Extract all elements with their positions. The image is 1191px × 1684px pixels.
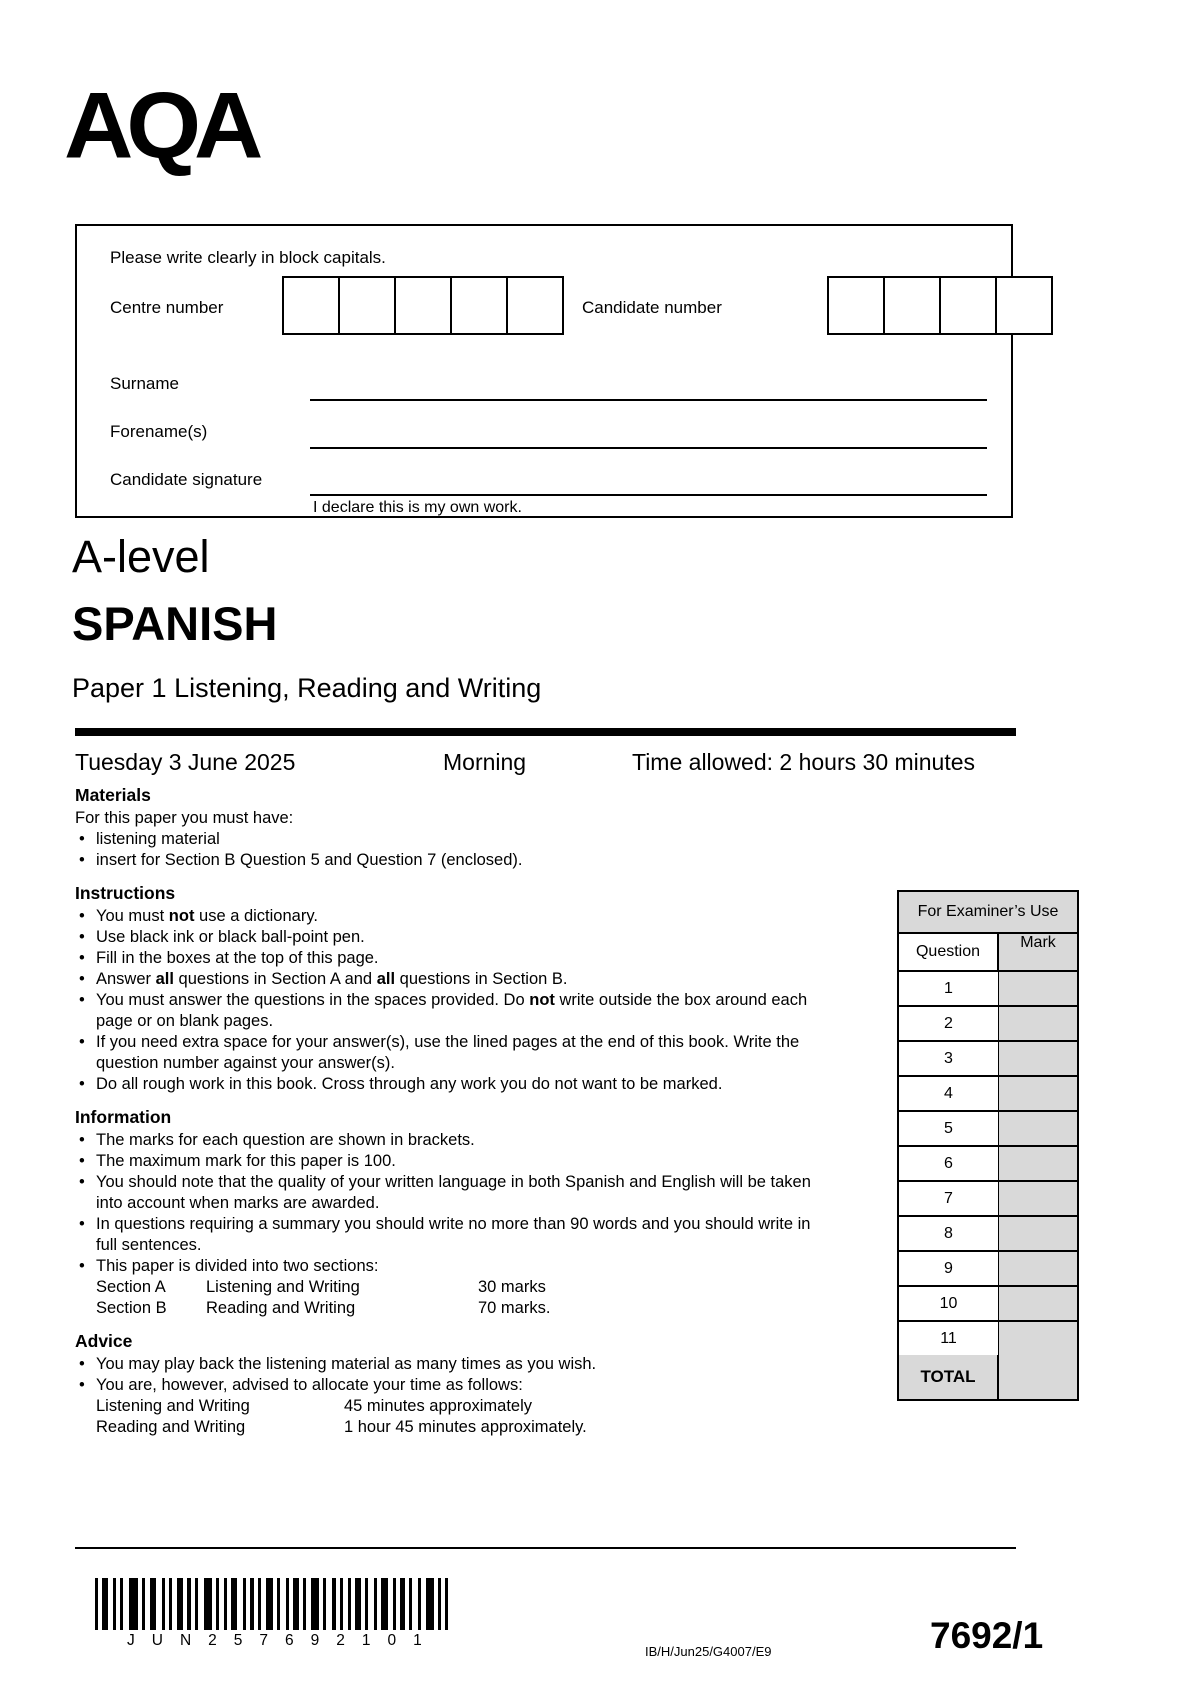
bullet-icon: • <box>79 1376 85 1394</box>
examiner-table-row <box>899 1147 1077 1182</box>
detail-cell: Reading and Writing <box>206 1299 356 1317</box>
detail-cell: 30 marks <box>478 1278 546 1296</box>
examiner-table-row <box>899 1112 1077 1147</box>
detail-cell: Section B <box>96 1299 167 1317</box>
paper-code: 7692/1 <box>930 1615 1044 1656</box>
bullet-text: If you need extra space for your answer(s), use the lined pages at the end of this book. Write the question number against your answer(s). <box>96 1033 800 1072</box>
examiner-table-title: For Examiner’s Use <box>899 892 1077 934</box>
detail-cell: Section A <box>96 1278 166 1296</box>
bullet-icon: • <box>79 830 85 848</box>
question-number-cell: 9 <box>899 1252 999 1285</box>
bullet-icon: • <box>79 1131 85 1149</box>
question-number-cell: 7 <box>899 1182 999 1215</box>
forenames-label: Forename(s) <box>110 422 208 441</box>
candidate-details-box <box>75 224 1013 518</box>
bullet-icon: • <box>79 991 85 1009</box>
detail-columns-row <box>75 1298 827 1319</box>
information-list <box>75 1130 827 1319</box>
barcode <box>95 1578 475 1650</box>
barcode-stripe <box>340 1578 343 1630</box>
mark-cell <box>999 1252 1077 1285</box>
bullet-item <box>75 1375 827 1396</box>
footer-divider-line <box>75 1547 1016 1549</box>
examiner-table-header-row <box>899 934 1077 972</box>
bullet-text: The marks for each question are shown in brackets. <box>96 1131 475 1149</box>
aqa-logo: AQA <box>64 73 257 178</box>
bullet-item <box>75 1074 827 1095</box>
bullet-text: The maximum mark for this paper is 100. <box>96 1152 396 1170</box>
barcode-bars <box>95 1578 467 1630</box>
question-number-cell: 10 <box>899 1287 999 1320</box>
barcode-stripe <box>169 1578 172 1630</box>
detail-columns-row <box>75 1417 827 1438</box>
barcode-stripe <box>293 1578 299 1630</box>
instructions-list <box>75 906 827 1095</box>
bullet-item <box>75 1354 827 1375</box>
barcode-stripe <box>266 1578 273 1630</box>
detail-cell: Reading and Writing <box>96 1418 246 1436</box>
bullet-text: insert for Section B Question 5 and Question 7 (enclosed). <box>96 851 523 869</box>
question-number-cell: 11 <box>899 1322 999 1355</box>
signature-field-line[interactable] <box>310 494 987 496</box>
barcode-stripe <box>393 1578 396 1630</box>
bullet-item <box>75 969 827 990</box>
barcode-stripe <box>204 1578 212 1630</box>
barcode-stripe <box>195 1578 198 1630</box>
detail-columns-row <box>75 1396 827 1417</box>
examiner-table-row <box>899 1077 1077 1112</box>
bullet-text: Use black ink or black ball-point pen. <box>96 928 365 946</box>
detail-cell: 1 hour 45 minutes approximately. <box>344 1418 587 1436</box>
total-label: TOTAL <box>899 1355 999 1399</box>
barcode-stripe <box>224 1578 227 1630</box>
entry-box[interactable] <box>450 276 508 335</box>
examiner-table <box>897 890 1079 1401</box>
barcode-stripe <box>250 1578 254 1630</box>
question-number-cell: 3 <box>899 1042 999 1075</box>
mark-cell <box>999 1147 1077 1180</box>
bullet-text: You may play back the listening material as many times as you wish. <box>96 1355 597 1373</box>
barcode-stripe <box>95 1578 98 1630</box>
exam-sitting: Morning <box>443 749 527 775</box>
bullet-text: You are, however, advised to allocate your time as follows: <box>96 1376 523 1394</box>
entry-box[interactable] <box>883 276 941 335</box>
subject-title: SPANISH <box>72 596 278 650</box>
detail-columns-row <box>75 1277 827 1298</box>
barcode-stripe <box>113 1578 116 1630</box>
bullet-item <box>75 990 827 1032</box>
mark-cell <box>999 1077 1077 1110</box>
examiner-table-total-row <box>899 1355 1077 1399</box>
barcode-stripe <box>142 1578 145 1630</box>
qualification-title: A-level <box>72 531 210 582</box>
bullet-item <box>75 948 827 969</box>
entry-box[interactable] <box>995 276 1053 335</box>
barcode-stripe <box>150 1578 156 1630</box>
barcode-stripe <box>348 1578 351 1630</box>
barcode-stripe <box>303 1578 306 1630</box>
bullet-item <box>75 829 827 850</box>
bullet-text: In questions requiring a summary you should write no more than 90 words and you should write in full sentences. <box>96 1215 811 1254</box>
barcode-stripe <box>129 1578 138 1630</box>
bullet-item <box>75 1256 827 1277</box>
bullet-icon: • <box>79 1355 85 1373</box>
bullet-text: This paper is divided into two sections: <box>96 1257 379 1275</box>
surname-field-line[interactable] <box>310 399 987 401</box>
bullet-text: listening material <box>96 830 220 848</box>
information-heading: Information <box>75 1107 172 1127</box>
bullet-icon: • <box>79 1033 85 1051</box>
advice-list <box>75 1354 827 1438</box>
barcode-stripe <box>418 1578 421 1630</box>
entry-box[interactable] <box>939 276 997 335</box>
signature-label: Candidate signature <box>110 470 263 489</box>
declaration-text: I declare this is my own work. <box>313 499 522 516</box>
block-capitals-instruction: Please write clearly in block capitals. <box>110 248 386 267</box>
barcode-stripe <box>381 1578 388 1630</box>
barcode-text: JUN257692101 <box>127 1632 439 1649</box>
instructions-heading: Instructions <box>75 883 176 903</box>
candidate-number-label: Candidate number <box>582 298 722 317</box>
examiner-table-row <box>899 1252 1077 1287</box>
mark-cell <box>999 1112 1077 1145</box>
paper-reference: IB/H/Jun25/G4007/E9 <box>645 1644 772 1659</box>
barcode-stripe <box>258 1578 261 1630</box>
mark-cell <box>999 1042 1077 1075</box>
session-row <box>75 749 1016 777</box>
barcode-stripe <box>311 1578 319 1630</box>
bullet-text: You should note that the quality of your written language in both Spanish and English will be taken into account when marks are awarded. <box>96 1173 811 1212</box>
barcode-stripe <box>216 1578 219 1630</box>
examiner-table-rows <box>899 972 1077 1355</box>
bullet-item <box>75 1032 827 1074</box>
detail-cell: Listening and Writing <box>206 1278 360 1296</box>
bullet-icon: • <box>79 1257 85 1275</box>
detail-cell: 45 minutes approximately <box>344 1397 533 1415</box>
barcode-stripe <box>445 1578 448 1630</box>
divider-rule <box>75 728 1016 736</box>
bullet-icon: • <box>79 1215 85 1233</box>
bullet-item <box>75 1214 827 1256</box>
barcode-stripe <box>332 1578 336 1630</box>
barcode-stripe <box>409 1578 412 1630</box>
barcode-stripe <box>286 1578 289 1630</box>
question-column-header: Question <box>899 934 999 970</box>
question-number-cell: 8 <box>899 1217 999 1250</box>
bullet-icon: • <box>79 907 85 925</box>
mark-cell <box>999 1287 1077 1320</box>
bullet-item <box>75 927 827 948</box>
bullet-text: You must answer the questions in the spaces provided. Do not write outside the box around each page or on blank pages. <box>96 991 808 1030</box>
bullet-item <box>75 1172 827 1214</box>
bullet-text: Answer all questions in Section A and all questions in Section B. <box>96 970 568 988</box>
mark-cell <box>999 1217 1077 1250</box>
examiner-table-row <box>899 1042 1077 1077</box>
bullet-item <box>75 1130 827 1151</box>
barcode-stripe <box>102 1578 108 1630</box>
examiner-table-row <box>899 1182 1077 1217</box>
front-matter <box>75 785 827 1438</box>
materials-intro: For this paper you must have: <box>75 809 294 827</box>
surname-label: Surname <box>110 374 179 393</box>
centre-number-boxes <box>282 276 564 335</box>
barcode-stripe <box>365 1578 368 1630</box>
advice-heading: Advice <box>75 1331 133 1351</box>
entry-box[interactable] <box>394 276 452 335</box>
total-mark-cell <box>999 1355 1077 1399</box>
candidate-number-boxes <box>827 276 1053 335</box>
barcode-stripe <box>187 1578 191 1630</box>
entry-box[interactable] <box>827 276 885 335</box>
barcode-stripe <box>162 1578 165 1630</box>
barcode-stripe <box>120 1578 123 1630</box>
barcode-stripe <box>231 1578 237 1630</box>
barcode-stripe <box>426 1578 434 1630</box>
barcode-stripe <box>277 1578 280 1630</box>
bullet-icon: • <box>79 1075 85 1093</box>
barcode-stripe <box>438 1578 441 1630</box>
question-number-cell: 4 <box>899 1077 999 1110</box>
question-number-cell: 2 <box>899 1007 999 1040</box>
centre-number-label: Centre number <box>110 298 224 317</box>
entry-box[interactable] <box>506 276 564 335</box>
bullet-item <box>75 850 827 871</box>
mark-cell <box>999 972 1077 1005</box>
barcode-stripe <box>323 1578 326 1630</box>
bullet-icon: • <box>79 1152 85 1170</box>
bullet-icon: • <box>79 1173 85 1191</box>
bullet-text: Fill in the boxes at the top of this page. <box>96 949 379 967</box>
materials-list <box>75 829 827 871</box>
examiner-table-row <box>899 1217 1077 1252</box>
time-allowed: Time allowed: 2 hours 30 minutes <box>632 749 976 775</box>
barcode-stripe <box>177 1578 183 1630</box>
detail-cell: Listening and Writing <box>96 1397 250 1415</box>
examiner-table-row <box>899 1007 1077 1042</box>
barcode-stripe <box>243 1578 246 1630</box>
bullet-icon: • <box>79 970 85 988</box>
barcode-stripe <box>355 1578 361 1630</box>
bullet-icon: • <box>79 949 85 967</box>
entry-box[interactable] <box>282 276 340 335</box>
examiner-table-row <box>899 1322 1077 1355</box>
examiner-table-row <box>899 1287 1077 1322</box>
bullet-item <box>75 906 827 927</box>
detail-cell: 70 marks. <box>478 1299 551 1317</box>
title-block <box>72 532 541 704</box>
question-number-cell: 5 <box>899 1112 999 1145</box>
entry-box[interactable] <box>338 276 396 335</box>
barcode-stripe <box>374 1578 377 1630</box>
mark-column-header: Mark <box>999 934 1077 970</box>
bullet-icon: • <box>79 851 85 869</box>
forenames-field-line[interactable] <box>310 447 987 449</box>
mark-cell <box>999 1322 1077 1355</box>
bullet-text: Do all rough work in this book. Cross through any work you do not want to be marked. <box>96 1075 723 1093</box>
question-number-cell: 1 <box>899 972 999 1005</box>
paper-title: Paper 1 Listening, Reading and Writing <box>72 673 542 704</box>
mark-cell <box>999 1182 1077 1215</box>
mark-cell <box>999 1007 1077 1040</box>
materials-heading: Materials <box>75 785 151 805</box>
barcode-stripe <box>400 1578 405 1630</box>
bullet-icon: • <box>79 928 85 946</box>
bullet-item <box>75 1151 827 1172</box>
bullet-text: You must not use a dictionary. <box>96 907 318 925</box>
exam-date: Tuesday 3 June 2025 <box>75 749 296 775</box>
question-number-cell: 6 <box>899 1147 999 1180</box>
examiner-table-row <box>899 972 1077 1007</box>
